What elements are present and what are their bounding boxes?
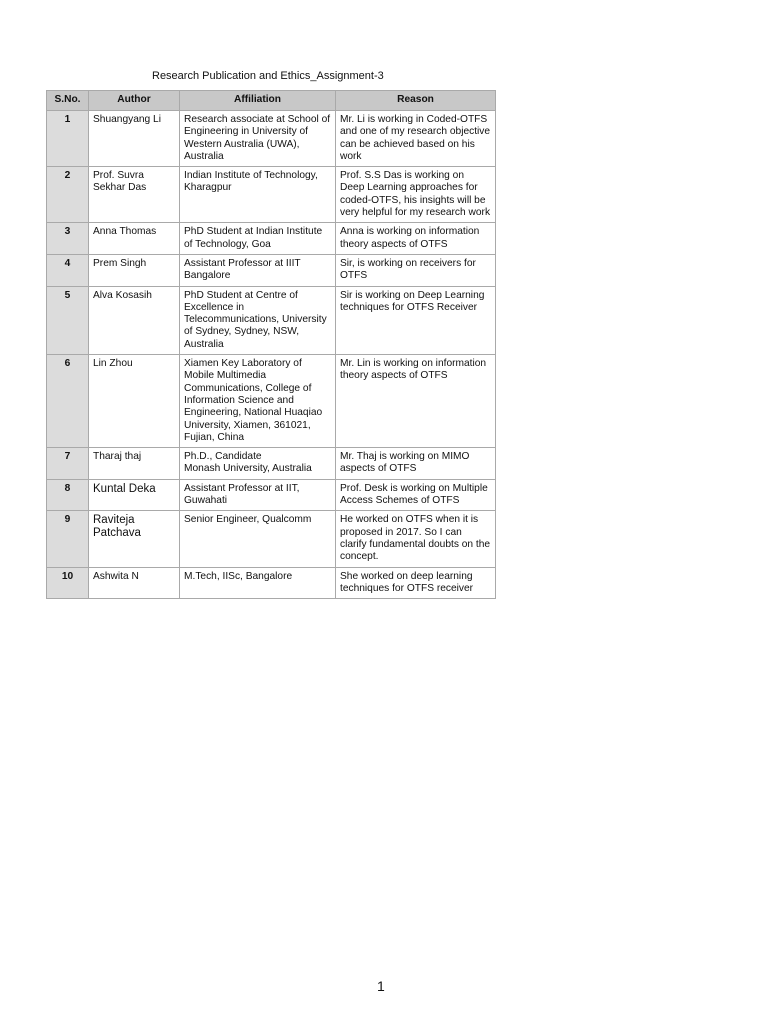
table-row	[47, 511, 496, 567]
reason-cell: Sir, is working on receivers for OTFS	[336, 254, 496, 286]
affiliation-line: Monash University, Australia	[184, 463, 312, 475]
reason-cell: Mr. Lin is working on information theory aspects of OTFS	[336, 355, 496, 448]
sno-cell: 8	[47, 479, 89, 511]
author-cell: Shuangyang Li	[89, 111, 180, 167]
reason-cell: Mr. Thaj is working on MIMO aspects of OTFS	[336, 448, 496, 480]
sno-cell: 9	[47, 511, 89, 567]
affiliation-cell: Senior Engineer, Qualcomm	[180, 511, 336, 567]
sno-cell: 4	[47, 254, 89, 286]
author-cell: Kuntal Deka	[89, 479, 180, 511]
author-cell: Ashwita N	[89, 567, 180, 599]
affiliation-cell: M.Tech, IISc, Bangalore	[180, 567, 336, 599]
author-cell: Alva Kosasih	[89, 286, 180, 354]
affiliation-cell: Assistant Professor at IIT, Guwahati	[180, 479, 336, 511]
sno-cell: 7	[47, 448, 89, 480]
author-cell: Tharaj thaj	[89, 448, 180, 480]
table-row	[47, 479, 496, 511]
page-number: 1	[377, 978, 385, 994]
table-row	[47, 254, 496, 286]
affiliation-cell	[180, 448, 336, 480]
table-row	[47, 223, 496, 255]
affiliation-cell: Research associate at School of Engineering in University of Western Australia (UWA), Australia	[180, 111, 336, 167]
reason-cell: Prof. Desk is working on Multiple Access Schemes of OTFS	[336, 479, 496, 511]
reason-cell: Anna is working on information theory aspects of OTFS	[336, 223, 496, 255]
table-row	[47, 567, 496, 599]
table-header-row	[47, 91, 496, 111]
table-row	[47, 286, 496, 354]
author-cell: Lin Zhou	[89, 355, 180, 448]
header-reason: Reason	[336, 91, 496, 111]
affiliation-cell: Xiamen Key Laboratory of Mobile Multimedia Communications, College of Information Science and Engineering, National Huaqiao University, Xiamen, 361021, Fujian, China	[180, 355, 336, 448]
sno-cell: 1	[47, 111, 89, 167]
reason-cell: Prof. S.S Das is working on Deep Learning approaches for coded-OTFS, his insights will be very helpful for my research work	[336, 167, 496, 223]
affiliation-cell: PhD Student at Centre of Excellence in Telecommunications, University of Sydney, Sydney, NSW, Australia	[180, 286, 336, 354]
table-row	[47, 111, 496, 167]
table-row	[47, 448, 496, 480]
affiliation-cell: Assistant Professor at IIIT Bangalore	[180, 254, 336, 286]
affiliation-line: Ph.D., Candidate	[184, 451, 262, 463]
table-row	[47, 355, 496, 448]
sno-cell: 3	[47, 223, 89, 255]
publication-table	[46, 90, 496, 599]
header-author: Author	[89, 91, 180, 111]
header-affiliation: Affiliation	[180, 91, 336, 111]
reason-cell: He worked on OTFS when it is proposed in 2017. So I can clarify fundamental doubts on the concept.	[336, 511, 496, 567]
sno-cell: 5	[47, 286, 89, 354]
author-cell: Anna Thomas	[89, 223, 180, 255]
sno-cell: 6	[47, 355, 89, 448]
author-cell: Raviteja Patchava	[89, 511, 180, 567]
reason-cell: She worked on deep learning techniques for OTFS receiver	[336, 567, 496, 599]
sno-cell: 10	[47, 567, 89, 599]
author-cell: Prem Singh	[89, 254, 180, 286]
reason-cell: Sir is working on Deep Learning techniques for OTFS Receiver	[336, 286, 496, 354]
document-title: Research Publication and Ethics_Assignment-3	[152, 70, 384, 82]
affiliation-cell: PhD Student at Indian Institute of Technology, Goa	[180, 223, 336, 255]
sno-cell: 2	[47, 167, 89, 223]
reason-cell: Mr. Li is working in Coded-OTFS and one of my research objective can be achieved based on his work	[336, 111, 496, 167]
table-row	[47, 167, 496, 223]
author-cell: Prof. Suvra Sekhar Das	[89, 167, 180, 223]
affiliation-cell: Indian Institute of Technology, Kharagpur	[180, 167, 336, 223]
header-sno: S.No.	[47, 91, 89, 111]
